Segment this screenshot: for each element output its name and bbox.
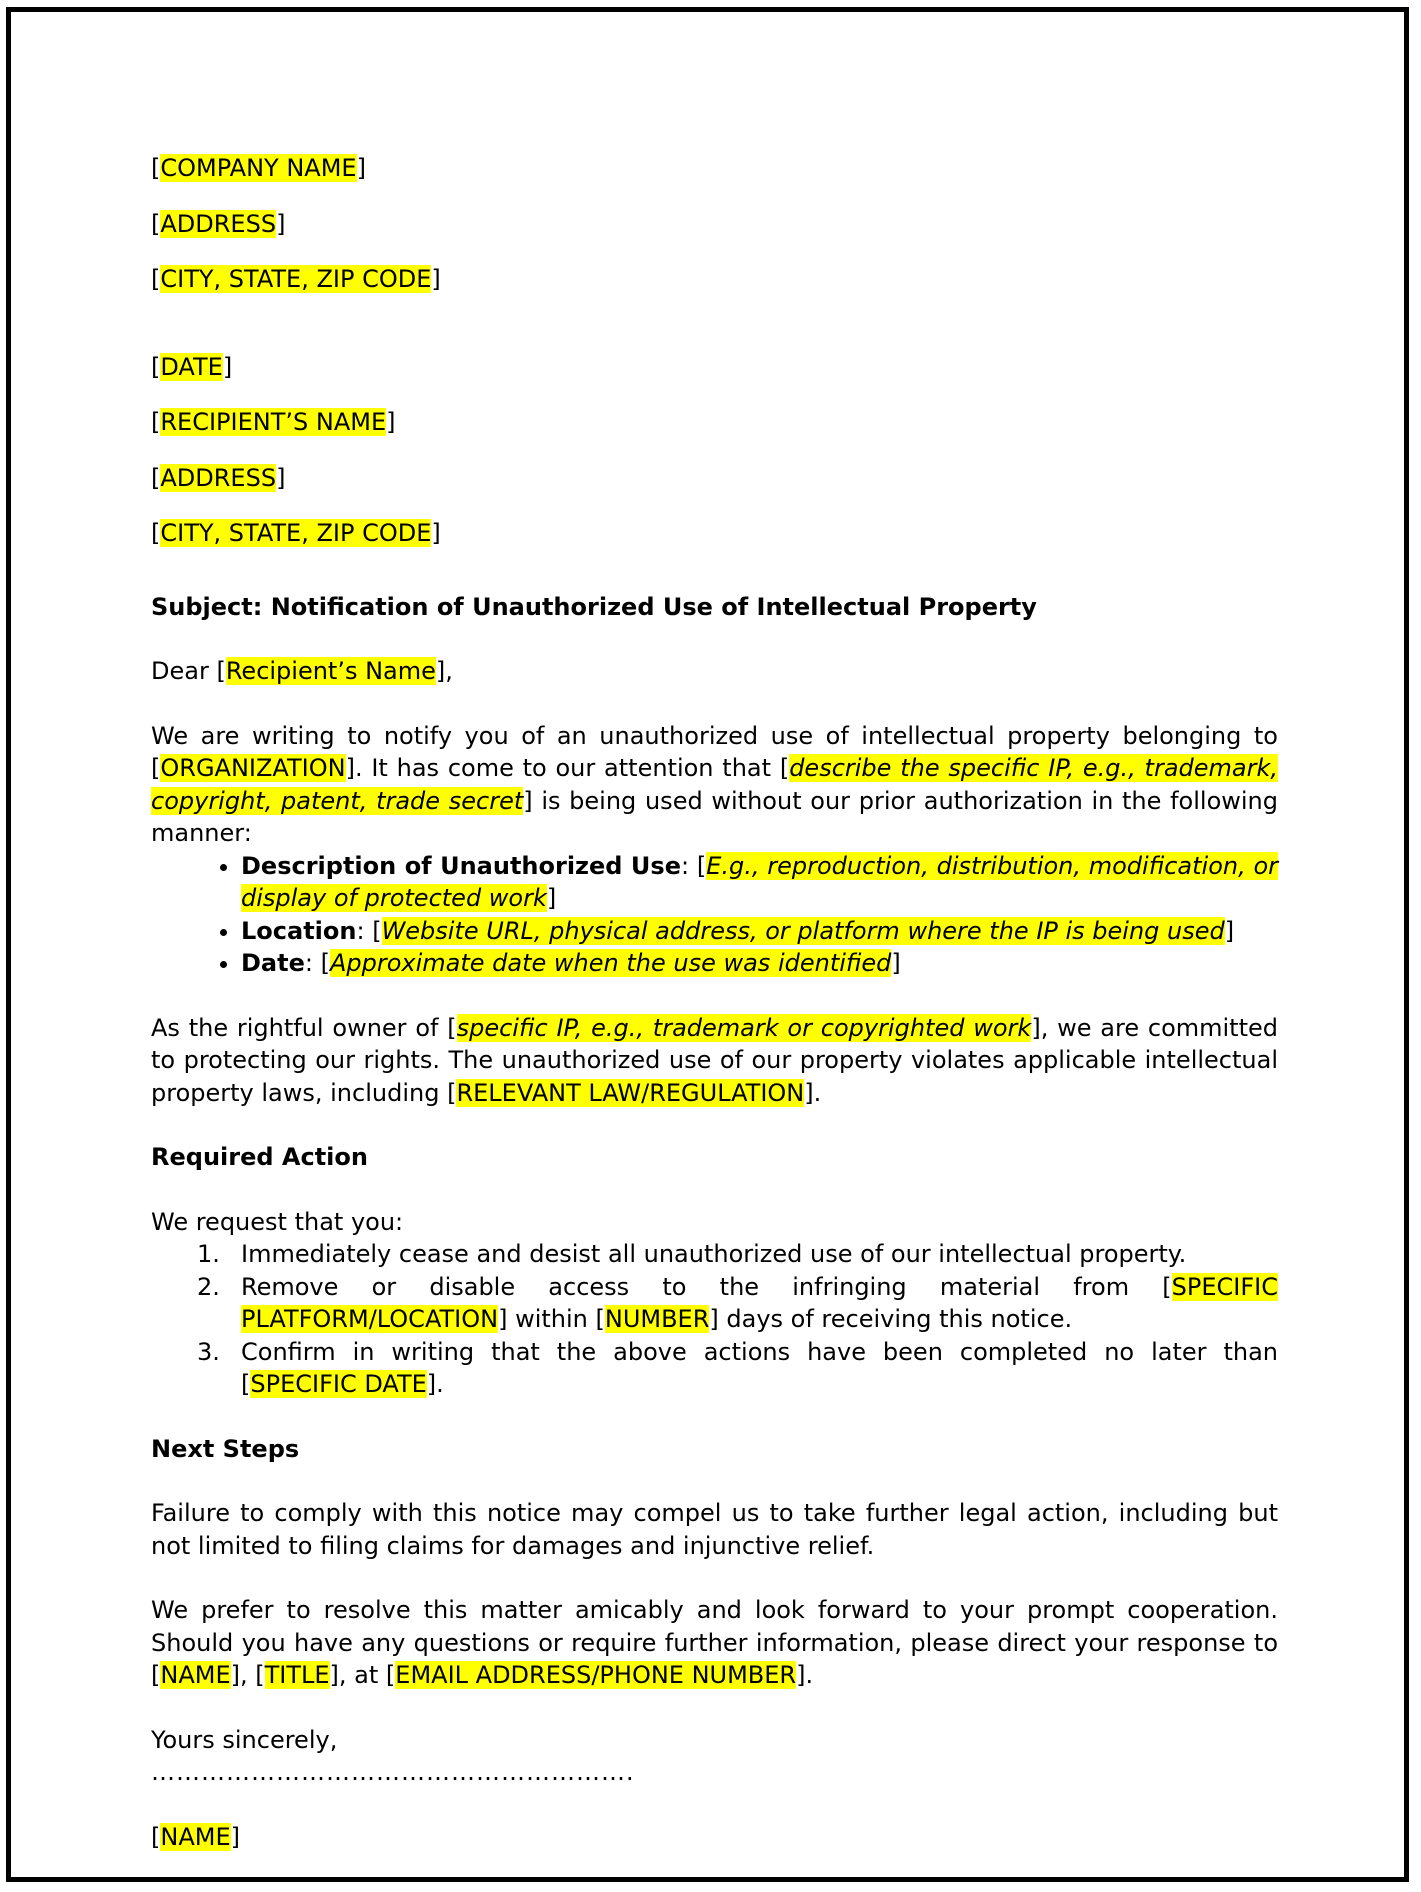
contact-name-placeholder: NAME (160, 1661, 231, 1689)
recipient-name-line: [RECIPIENT’S NAME] (151, 408, 396, 436)
next-steps-paragraph-1: Failure to comply with this notice may compel us to take further legal action, including but not limited to filing claims for damages and injunctive relief. (151, 1499, 1278, 1560)
relevant-law-placeholder: RELEVANT LAW/REGULATION (456, 1078, 805, 1107)
ownership-paragraph: As the rightful owner of [specific IP, e.g., trademark or copyrighted work], we are committed to protecting our rights. The unauthorized use of our property violates applicable intellectual property laws, including [RELEVANT LAW/REGULATION]. (151, 1013, 1279, 1107)
signature-line: …………………………………………………. (151, 1758, 635, 1786)
sender-city-line: [CITY, STATE, ZIP CODE] (151, 265, 441, 293)
recipient-city-state-zip: CITY, STATE, ZIP CODE (160, 519, 432, 547)
letter-date: DATE (160, 352, 223, 381)
unauthorized-use-list (151, 850, 1278, 980)
date-line: [DATE] (151, 352, 233, 381)
number-placeholder: NUMBER (604, 1305, 710, 1333)
intro-paragraph: We are writing to notify you of an unauthorized use of intellectual property belonging to [ORGANIZATION]. It has come to our attention that [describe the specific IP, e.g., trademark, copyright, patent, trade secret] is being used without our prior authorization in the following manner: (151, 721, 1279, 847)
list-item: • Location: [Website URL, physical address, or platform where the IP is being used] (241, 915, 1278, 948)
list-item: 2. Remove or disable access to the infringing material from [SPECIFIC PLATFORM/LOCATION] within [NUMBER] days of receiving this notice. (197, 1272, 1278, 1333)
salutation-name: Recipient’s Name (225, 657, 436, 685)
salutation: Dear [Recipient’s Name], (151, 657, 453, 685)
next-steps-paragraph-2: We prefer to resolve this matter amicably and look forward to your prompt cooperation. Should you have any questions or require further information, please direct your response to [NAME], [TITLE], at [EMAIL ADDRESS/PHONE NUMBER]. (151, 1596, 1278, 1689)
recipient-address-line: [ADDRESS] (151, 463, 286, 492)
required-action-list (151, 1238, 1278, 1401)
specific-date-placeholder: SPECIFIC DATE (250, 1370, 427, 1398)
next-steps-heading: Next Steps (151, 1434, 300, 1463)
recipient-city-line: [CITY, STATE, ZIP CODE] (151, 519, 441, 547)
sender-city-state-zip: CITY, STATE, ZIP CODE (160, 265, 432, 293)
required-action-intro: We request that you: (151, 1207, 404, 1236)
recipient-address: ADDRESS (160, 463, 277, 492)
sender-address-line: [ADDRESS] (151, 209, 286, 238)
sender-company: COMPANY NAME (160, 154, 357, 182)
sender-address: ADDRESS (160, 209, 277, 238)
ip-description-placeholder: describe the specific IP, e.g., trademark, copyright, patent, trade secret (151, 754, 1279, 815)
list-item: • Description of Unauthorized Use: [E.g., reproduction, distribution, modification, or display of protected work] (241, 850, 1278, 915)
signatory-name: NAME (160, 1822, 231, 1851)
document-page (6, 7, 1409, 1882)
organization-placeholder: ORGANIZATION (160, 754, 346, 782)
subject-line: Subject: Notification of Unauthorized Use of Intellectual Property (151, 592, 1037, 621)
specific-ip-placeholder: specific IP, e.g., trademark or copyrighted work (456, 1013, 1032, 1042)
platform-placeholder: SPECIFIC PLATFORM/LOCATION (241, 1272, 1278, 1333)
sender-company-line: [COMPANY NAME] (151, 154, 366, 182)
letter-body (151, 152, 1278, 1853)
list-item: 3. Confirm in writing that the above actions have been completed no later than [SPECIFIC DATE]. (197, 1337, 1278, 1398)
sign-off: Yours sincerely, (151, 1725, 338, 1754)
signatory-name-line: [NAME] (151, 1822, 240, 1851)
required-action-heading: Required Action (151, 1143, 368, 1171)
list-item: • Date: [Approximate date when the use was identified] (241, 947, 1278, 980)
list-item: 1. Immediately cease and desist all unauthorized use of our intellectual property. (197, 1240, 1187, 1268)
contact-title-placeholder: TITLE (264, 1661, 330, 1689)
recipient-name: RECIPIENT’S NAME (160, 408, 387, 436)
contact-info-placeholder: EMAIL ADDRESS/PHONE NUMBER (395, 1661, 797, 1689)
